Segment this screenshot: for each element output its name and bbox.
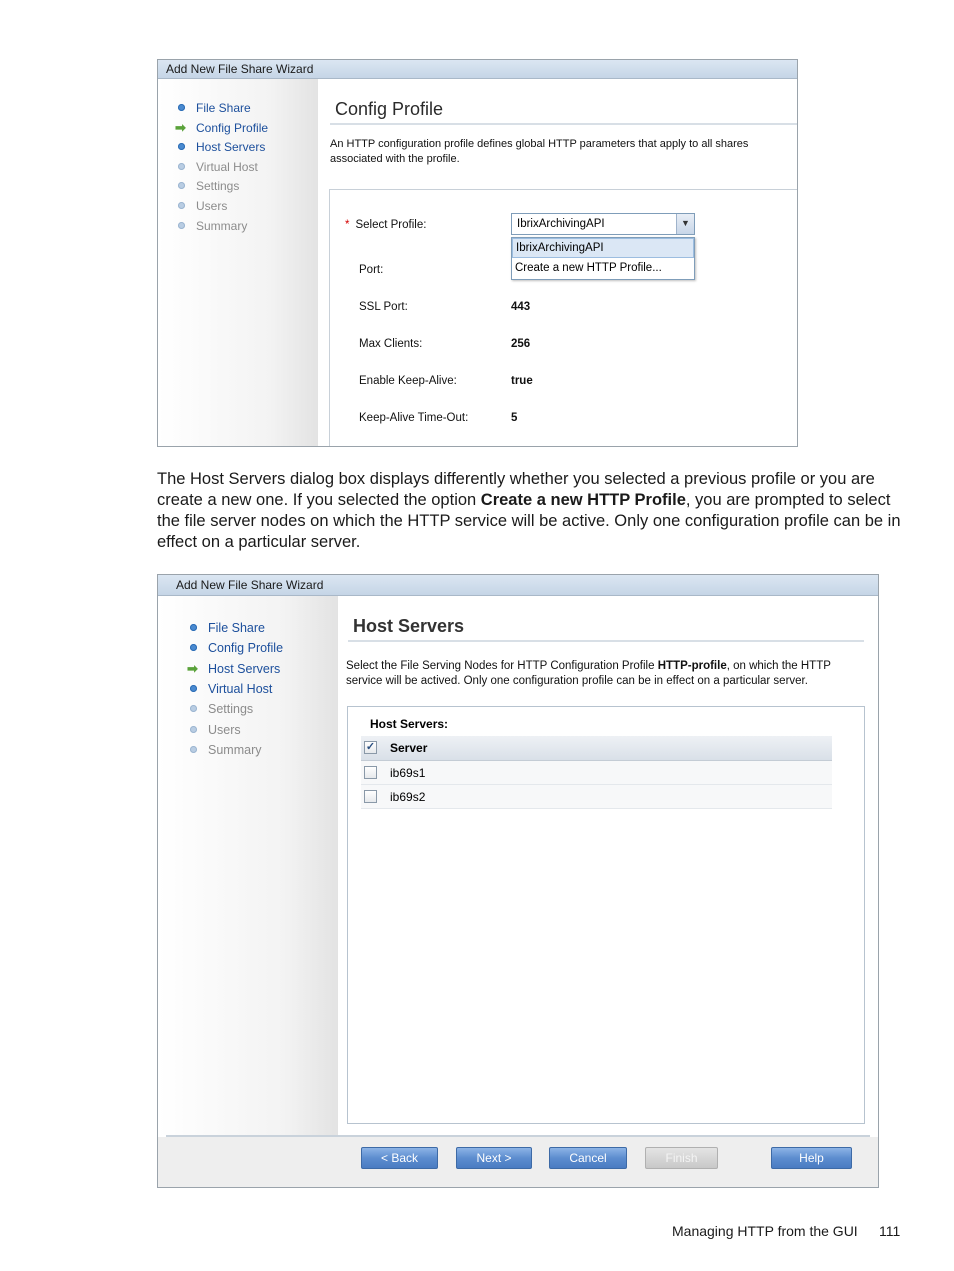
select-profile-value: IbrixArchivingAPI bbox=[517, 218, 605, 230]
ssl-port-label: SSL Port: bbox=[359, 301, 408, 313]
keepalive-timeout-label: Keep-Alive Time-Out: bbox=[359, 412, 469, 424]
required-marker: * bbox=[345, 219, 350, 231]
chevron-down-icon[interactable]: ▼ bbox=[676, 214, 694, 234]
cancel-button[interactable]: Cancel bbox=[549, 1147, 627, 1169]
max-clients-value: 256 bbox=[511, 338, 531, 350]
form-border bbox=[329, 189, 330, 446]
title-divider bbox=[348, 640, 864, 642]
bullet-icon bbox=[178, 182, 185, 189]
wizard-title: Add New File Share Wizard bbox=[166, 62, 314, 76]
profile-name: HTTP-profile bbox=[657, 660, 727, 672]
option-name-emphasis: Create a new HTTP Profile bbox=[480, 491, 686, 509]
column-header-server[interactable]: Server bbox=[390, 741, 428, 755]
wizard-title-bar bbox=[158, 60, 797, 79]
host-servers-description: Select the File Serving Nodes for HTTP Configuration Profile HTTP-profile, on which the HTTP service will be actived. Only one configuration profile can be in effect on a particular server. bbox=[346, 660, 831, 687]
finish-button: Finish bbox=[645, 1147, 718, 1169]
bullet-icon bbox=[190, 685, 197, 692]
page-footer bbox=[672, 1223, 858, 1239]
wizard-title: Add New File Share Wizard bbox=[176, 578, 324, 592]
nav-step-label: Users bbox=[196, 199, 228, 213]
nav-step-label: Host Servers bbox=[196, 140, 266, 155]
host-servers-group-label: Host Servers: bbox=[370, 717, 449, 731]
wizard-step-nav bbox=[158, 79, 318, 446]
keepalive-timeout-value: 5 bbox=[511, 412, 518, 424]
nav-step-label: File Share bbox=[208, 621, 265, 635]
row-checkbox[interactable] bbox=[364, 790, 377, 803]
server-table-header bbox=[361, 736, 832, 761]
bullet-icon bbox=[178, 202, 185, 209]
bullet-icon bbox=[190, 726, 197, 733]
bullet-icon bbox=[178, 143, 185, 150]
option-ibrix-archiving-api[interactable]: IbrixArchivingAPI bbox=[512, 238, 694, 258]
nav-step-label: Summary bbox=[196, 218, 248, 233]
body-paragraph: The Host Servers dialog box displays differently whether you selected a previous profile or you are create a new one. If you selected the option Create a new HTTP Profile, you are prompted to select the file server nodes on which the HTTP service will be active. Only one configuration profile can be in effect on a particular server. bbox=[157, 470, 901, 551]
footer-section-title: Managing HTTP from the GUI bbox=[672, 1223, 858, 1239]
wizard-host-servers bbox=[157, 574, 879, 1188]
server-name: ib69s1 bbox=[390, 766, 426, 780]
arrow-right-icon: ➡ bbox=[175, 119, 186, 135]
nav-step-label: Virtual Host bbox=[208, 681, 273, 696]
port-label: Port: bbox=[359, 264, 384, 276]
table-row[interactable] bbox=[361, 761, 832, 785]
page-number: 111 bbox=[879, 1223, 901, 1239]
bullet-icon bbox=[190, 705, 197, 712]
nav-step-label: Virtual Host bbox=[196, 159, 258, 174]
host-servers-panel bbox=[347, 706, 865, 1124]
bullet-icon bbox=[178, 163, 185, 170]
help-button[interactable]: Help bbox=[771, 1147, 852, 1169]
wizard-config-profile bbox=[157, 59, 798, 447]
nav-step-label: Config Profile bbox=[208, 641, 284, 656]
table-row[interactable] bbox=[361, 785, 832, 809]
nav-step-label: Config Profile bbox=[196, 120, 269, 135]
bullet-icon bbox=[178, 104, 185, 111]
bullet-icon bbox=[190, 644, 197, 651]
title-divider bbox=[330, 123, 797, 125]
max-clients-label: Max Clients: bbox=[359, 338, 423, 350]
option-create-new-profile[interactable]: Create a new HTTP Profile... bbox=[515, 262, 662, 274]
keepalive-value: true bbox=[511, 375, 533, 387]
nav-step-label: Summary bbox=[208, 742, 262, 757]
nav-step-label: Users bbox=[208, 722, 241, 737]
page-title: Config Profile bbox=[335, 99, 444, 119]
profile-description: An HTTP configuration profile defines global HTTP parameters that apply to all shares associated with the profile. bbox=[330, 138, 749, 165]
nav-step-label: File Share bbox=[196, 101, 251, 115]
wizard-step-nav bbox=[158, 596, 338, 1135]
bullet-icon bbox=[190, 624, 197, 631]
bullet-icon bbox=[190, 746, 197, 753]
ssl-port-value: 443 bbox=[511, 301, 531, 313]
nav-step-label: Host Servers bbox=[208, 661, 281, 676]
select-profile-label: * Select Profile: bbox=[345, 219, 427, 231]
nav-step-label: Settings bbox=[196, 179, 240, 194]
row-checkbox[interactable] bbox=[364, 766, 377, 779]
profile-options-list bbox=[511, 237, 695, 280]
back-button[interactable]: < Back bbox=[361, 1147, 438, 1169]
button-bar bbox=[158, 1137, 878, 1187]
form-divider bbox=[329, 189, 797, 190]
bullet-icon bbox=[178, 222, 185, 229]
server-name: ib69s2 bbox=[390, 790, 426, 804]
keepalive-label: Enable Keep-Alive: bbox=[359, 375, 457, 387]
select-profile-dropdown[interactable] bbox=[511, 213, 695, 235]
select-all-checkbox[interactable]: ✓ bbox=[365, 741, 376, 753]
page-title: Host Servers bbox=[353, 616, 465, 636]
arrow-right-icon: ➡ bbox=[187, 660, 198, 676]
next-button[interactable]: Next > bbox=[456, 1147, 532, 1169]
wizard-title-bar bbox=[158, 575, 878, 596]
nav-step-label: Settings bbox=[208, 702, 254, 717]
